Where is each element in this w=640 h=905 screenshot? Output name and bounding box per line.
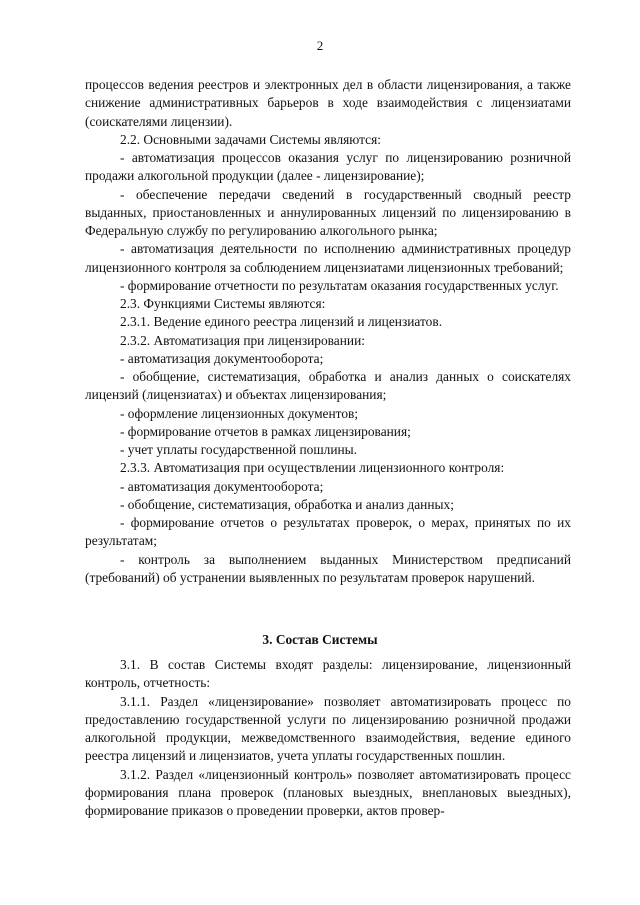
document-body-bottom [85, 656, 571, 820]
document-body-top [85, 76, 571, 587]
list-item: - автоматизация документооборота; [120, 478, 324, 494]
list-item: - формирование отчетов о результатах проверок, о мерах, принятых по их результатам; [85, 515, 571, 549]
list-item: - обобщение, систематизация, обработка и анализ данных о соискателях лицензий (лицензиатах) и объектах лицензирования; [85, 369, 571, 403]
paragraph: 2.3.3. Автоматизация при осуществлении лицензионного контроля: [120, 460, 505, 476]
section-heading: 3. Состав Системы [262, 632, 378, 647]
paragraph: 2.3. Функциями Системы являются: [120, 296, 326, 311]
paragraph: 2.2. Основными задачами Системы являются: [120, 131, 381, 147]
paragraph: 2.3.2. Автоматизация при лицензировании: [120, 332, 365, 348]
paragraph: 3.1.1. Раздел «лицензирование» позволяет автоматизировать процесс по предоставлению государственной услуги по лицензированию розничной продажи алкогольной продукции, межведомственного взаимодействия, ведение единого реестра лицензий и лицензиатов, учета уплаты государственных пошлин. [85, 693, 571, 764]
list-item: - учет уплаты государственной пошлины. [120, 442, 358, 457]
list-item: - автоматизация процессов оказания услуг по лицензированию розничной продажи алкогольной продукции (далее - лицензирование); [85, 150, 571, 184]
list-item: - автоматизация деятельности по исполнению административных процедур лицензионного контроля за соблюдением лицензиатами лицензионных требований; [85, 241, 571, 275]
list-item: - формирование отчетов в рамках лицензирования; [120, 423, 411, 439]
list-item: - обобщение, систематизация, обработка и анализ данных; [120, 496, 454, 512]
paragraph: 3.1. В состав Системы входят разделы: лицензирование, лицензионный контроль, отчетность: [85, 657, 571, 691]
list-item: - оформление лицензионных документов; [120, 405, 359, 421]
paragraph: процессов ведения реестров и электронных дел в области лицензирования, а также снижение административных барьеров в ходе взаимодействия с лицензиатами (соискателями лицензии). [85, 77, 571, 129]
list-item: - формирование отчетности по результатам оказания государственных услуг. [120, 277, 559, 293]
list-item: - автоматизация документооборота; [120, 350, 324, 366]
list-item: - контроль за выполнением выданных Министерством предписаний (требований) об устранении выявленных по результатам проверок нарушений. [85, 551, 571, 585]
paragraph: 2.3.1. Ведение единого реестра лицензий и лицензиатов. [120, 314, 443, 330]
list-item: - обеспечение передачи сведений в государственный сводный реестр выданных, приостановленных и аннулированных лицензий по лицензированию в Федеральную службу по регулированию алкогольного рынка; [85, 186, 571, 238]
paragraph: 3.1.2. Раздел «лицензионный контроль» позволяет автоматизировать процесс формирования плана проверок (плановых выездных, внеплановых выездных), формирование приказов о проведении проверки, актов провер- [85, 766, 571, 818]
page-number: 2 [316, 38, 324, 53]
